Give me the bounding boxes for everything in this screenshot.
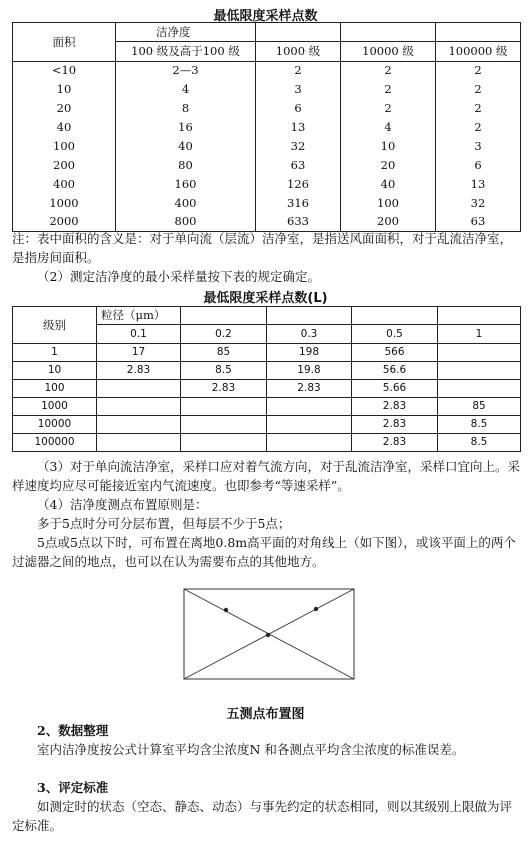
volume-cell <box>438 380 521 398</box>
level-cell: 10000 <box>13 416 97 434</box>
header-size: 0.2 <box>181 325 267 344</box>
area-cell: 2000 <box>13 213 116 232</box>
points-cell: 3 <box>436 137 521 156</box>
area-cell: 20 <box>13 99 116 118</box>
points-cell: 13 <box>256 118 341 137</box>
header-class: 1000 级 <box>256 42 341 62</box>
five-point-layout-diagram <box>183 588 355 680</box>
points-cell: 63 <box>256 156 341 175</box>
volume-cell: 8.5 <box>438 434 521 452</box>
points-cell: 800 <box>116 213 256 232</box>
table-row <box>13 416 521 434</box>
points-cell: 4 <box>116 80 256 99</box>
points-cell: 6 <box>256 99 341 118</box>
level-cell: 100 <box>13 380 97 398</box>
header-blank <box>436 23 521 42</box>
header-blank <box>256 23 341 42</box>
points-cell: 8 <box>116 99 256 118</box>
points-cell: 2 <box>256 62 341 80</box>
points-cell: 2 <box>436 99 521 118</box>
measurement-point <box>224 608 228 612</box>
table-row <box>13 118 521 137</box>
points-cell: 63 <box>436 213 521 232</box>
volume-cell <box>181 434 267 452</box>
points-cell: 2 <box>436 118 521 137</box>
volume-cell <box>97 434 181 452</box>
points-cell: 80 <box>116 156 256 175</box>
volume-cell <box>181 416 267 434</box>
area-cell: 10 <box>13 80 116 99</box>
layout-rule-few: 5点或5点以下时，可布置在离地0.8m高平面的对角线上（如下图），或该平面上的两个过滤器之间的地点，也可以在认为需要布点的其他地方。 <box>12 535 516 569</box>
table-row <box>13 137 521 156</box>
area-cell: 1000 <box>13 194 116 213</box>
points-cell: 400 <box>116 194 256 213</box>
table-row <box>13 344 521 362</box>
volume-cell: 2.83 <box>352 434 438 452</box>
volume-cell: 198 <box>267 344 352 362</box>
volume-cell: 2.83 <box>97 362 181 380</box>
table-row <box>13 398 521 416</box>
level-cell: 10 <box>13 362 97 380</box>
points-cell: 316 <box>256 194 341 213</box>
section2-heading: 2、数据整理 <box>37 723 109 738</box>
points-cell: 126 <box>256 175 341 194</box>
area-cell: 400 <box>13 175 116 194</box>
volume-cell: 2.83 <box>352 398 438 416</box>
volume-cell <box>438 344 521 362</box>
layout-principle-paragraph: （4）洁净度测点布置原则是： <box>37 497 208 512</box>
header-cleanliness: 洁净度 <box>116 23 256 42</box>
points-cell: 16 <box>116 118 256 137</box>
volume-cell <box>438 362 521 380</box>
points-cell: 2 <box>436 62 521 80</box>
area-cell: 40 <box>13 118 116 137</box>
points-cell: 100 <box>341 194 436 213</box>
points-cell: 200 <box>341 213 436 232</box>
volume-cell <box>267 416 352 434</box>
sampling-volume-paragraph: （2）测定洁净度的最小采样量按下表的规定确定。 <box>37 269 320 284</box>
table-row <box>13 62 521 80</box>
points-cell: 160 <box>116 175 256 194</box>
header-blank <box>267 307 352 325</box>
points-cell: 6 <box>436 156 521 175</box>
volume-cell: 19.8 <box>267 362 352 380</box>
volume-cell: 2.83 <box>181 380 267 398</box>
points-cell: 10 <box>341 137 436 156</box>
table-row <box>13 99 521 118</box>
layout-rule-multi: 多于5点时分可分层布置，但每层不少于5点； <box>37 516 291 531</box>
volume-cell <box>97 416 181 434</box>
volume-cell: 17 <box>97 344 181 362</box>
table-row <box>13 156 521 175</box>
table-row <box>13 80 521 99</box>
header-class: 100000 级 <box>436 42 521 62</box>
header-size: 0.1 <box>97 325 181 344</box>
volume-cell: 2.83 <box>352 416 438 434</box>
min-sampling-volume-table <box>12 306 521 452</box>
area-cell: 100 <box>13 137 116 156</box>
volume-cell <box>267 398 352 416</box>
min-sampling-points-table <box>12 22 521 232</box>
level-cell: 1 <box>13 344 97 362</box>
level-cell: 1000 <box>13 398 97 416</box>
section3-heading: 3、评定标准 <box>37 780 109 795</box>
volume-cell <box>97 398 181 416</box>
points-cell: 2 <box>436 80 521 99</box>
points-cell: 3 <box>256 80 341 99</box>
level-cell: 100000 <box>13 434 97 452</box>
area-cell: 200 <box>13 156 116 175</box>
volume-cell <box>267 434 352 452</box>
points-cell: 2 <box>341 99 436 118</box>
volume-cell: 85 <box>438 398 521 416</box>
points-cell: 2 <box>341 62 436 80</box>
volume-cell: 85 <box>181 344 267 362</box>
header-size: 1 <box>438 325 521 344</box>
volume-cell <box>97 380 181 398</box>
header-size: 0.5 <box>352 325 438 344</box>
points-cell: 2—3 <box>116 62 256 80</box>
table1-note: 注：表中面积的含义是：对于单向流（层流）洁净室，是指送风面面积，对于乱流洁净室，是指房间面积。 <box>12 231 513 265</box>
header-class: 100 级及高于100 级 <box>116 42 256 62</box>
volume-cell: 2.83 <box>267 380 352 398</box>
header-level: 级别 <box>13 307 97 344</box>
points-cell: 32 <box>256 137 341 156</box>
header-blank <box>352 307 438 325</box>
points-cell: 40 <box>341 175 436 194</box>
points-cell: 32 <box>436 194 521 213</box>
header-size: 0.3 <box>267 325 352 344</box>
volume-cell <box>181 398 267 416</box>
figure-title: 五测点布置图 <box>226 707 305 722</box>
table1-title: 最低限度采样点数 <box>213 9 318 24</box>
points-cell: 2 <box>341 80 436 99</box>
table-row <box>13 175 521 194</box>
points-cell: 40 <box>116 137 256 156</box>
volume-cell: 8.5 <box>438 416 521 434</box>
header-particle-size: 粒径（μm） <box>97 307 181 325</box>
points-cell: 4 <box>341 118 436 137</box>
section2-text: 室内洁净度按公式计算室平均含尘浓度N 和各测点平均含尘浓度的标准误差。 <box>37 742 465 757</box>
sampling-direction-paragraph: （3）对于单向流洁净室，采样口应对着气流方向，对于乱流洁净室，采样口宜向上。采样速度均应尽可能接近室内气流速度。也即参考“等速采样”。 <box>12 459 520 493</box>
header-area: 面积 <box>13 23 116 62</box>
area-cell: <10 <box>13 62 116 80</box>
measurement-point <box>266 633 270 637</box>
table-row <box>13 194 521 213</box>
volume-cell: 56.6 <box>352 362 438 380</box>
header-blank <box>341 23 436 42</box>
volume-cell: 8.5 <box>181 362 267 380</box>
table-row <box>13 380 521 398</box>
section3-text: 如测定时的状态（空态、静态、动态）与事先约定的状态相同，则以其级别上限做为评定标准。 <box>12 799 513 833</box>
points-cell: 13 <box>436 175 521 194</box>
header-blank <box>181 307 267 325</box>
table-row <box>13 434 521 452</box>
table-row <box>13 362 521 380</box>
measurement-point <box>314 607 318 611</box>
volume-cell: 5.66 <box>352 380 438 398</box>
header-blank <box>438 307 521 325</box>
volume-cell: 566 <box>352 344 438 362</box>
table2-title: 最低限度采样点数(L) <box>203 291 328 306</box>
header-class: 10000 级 <box>341 42 436 62</box>
points-cell: 633 <box>256 213 341 232</box>
points-cell: 20 <box>341 156 436 175</box>
